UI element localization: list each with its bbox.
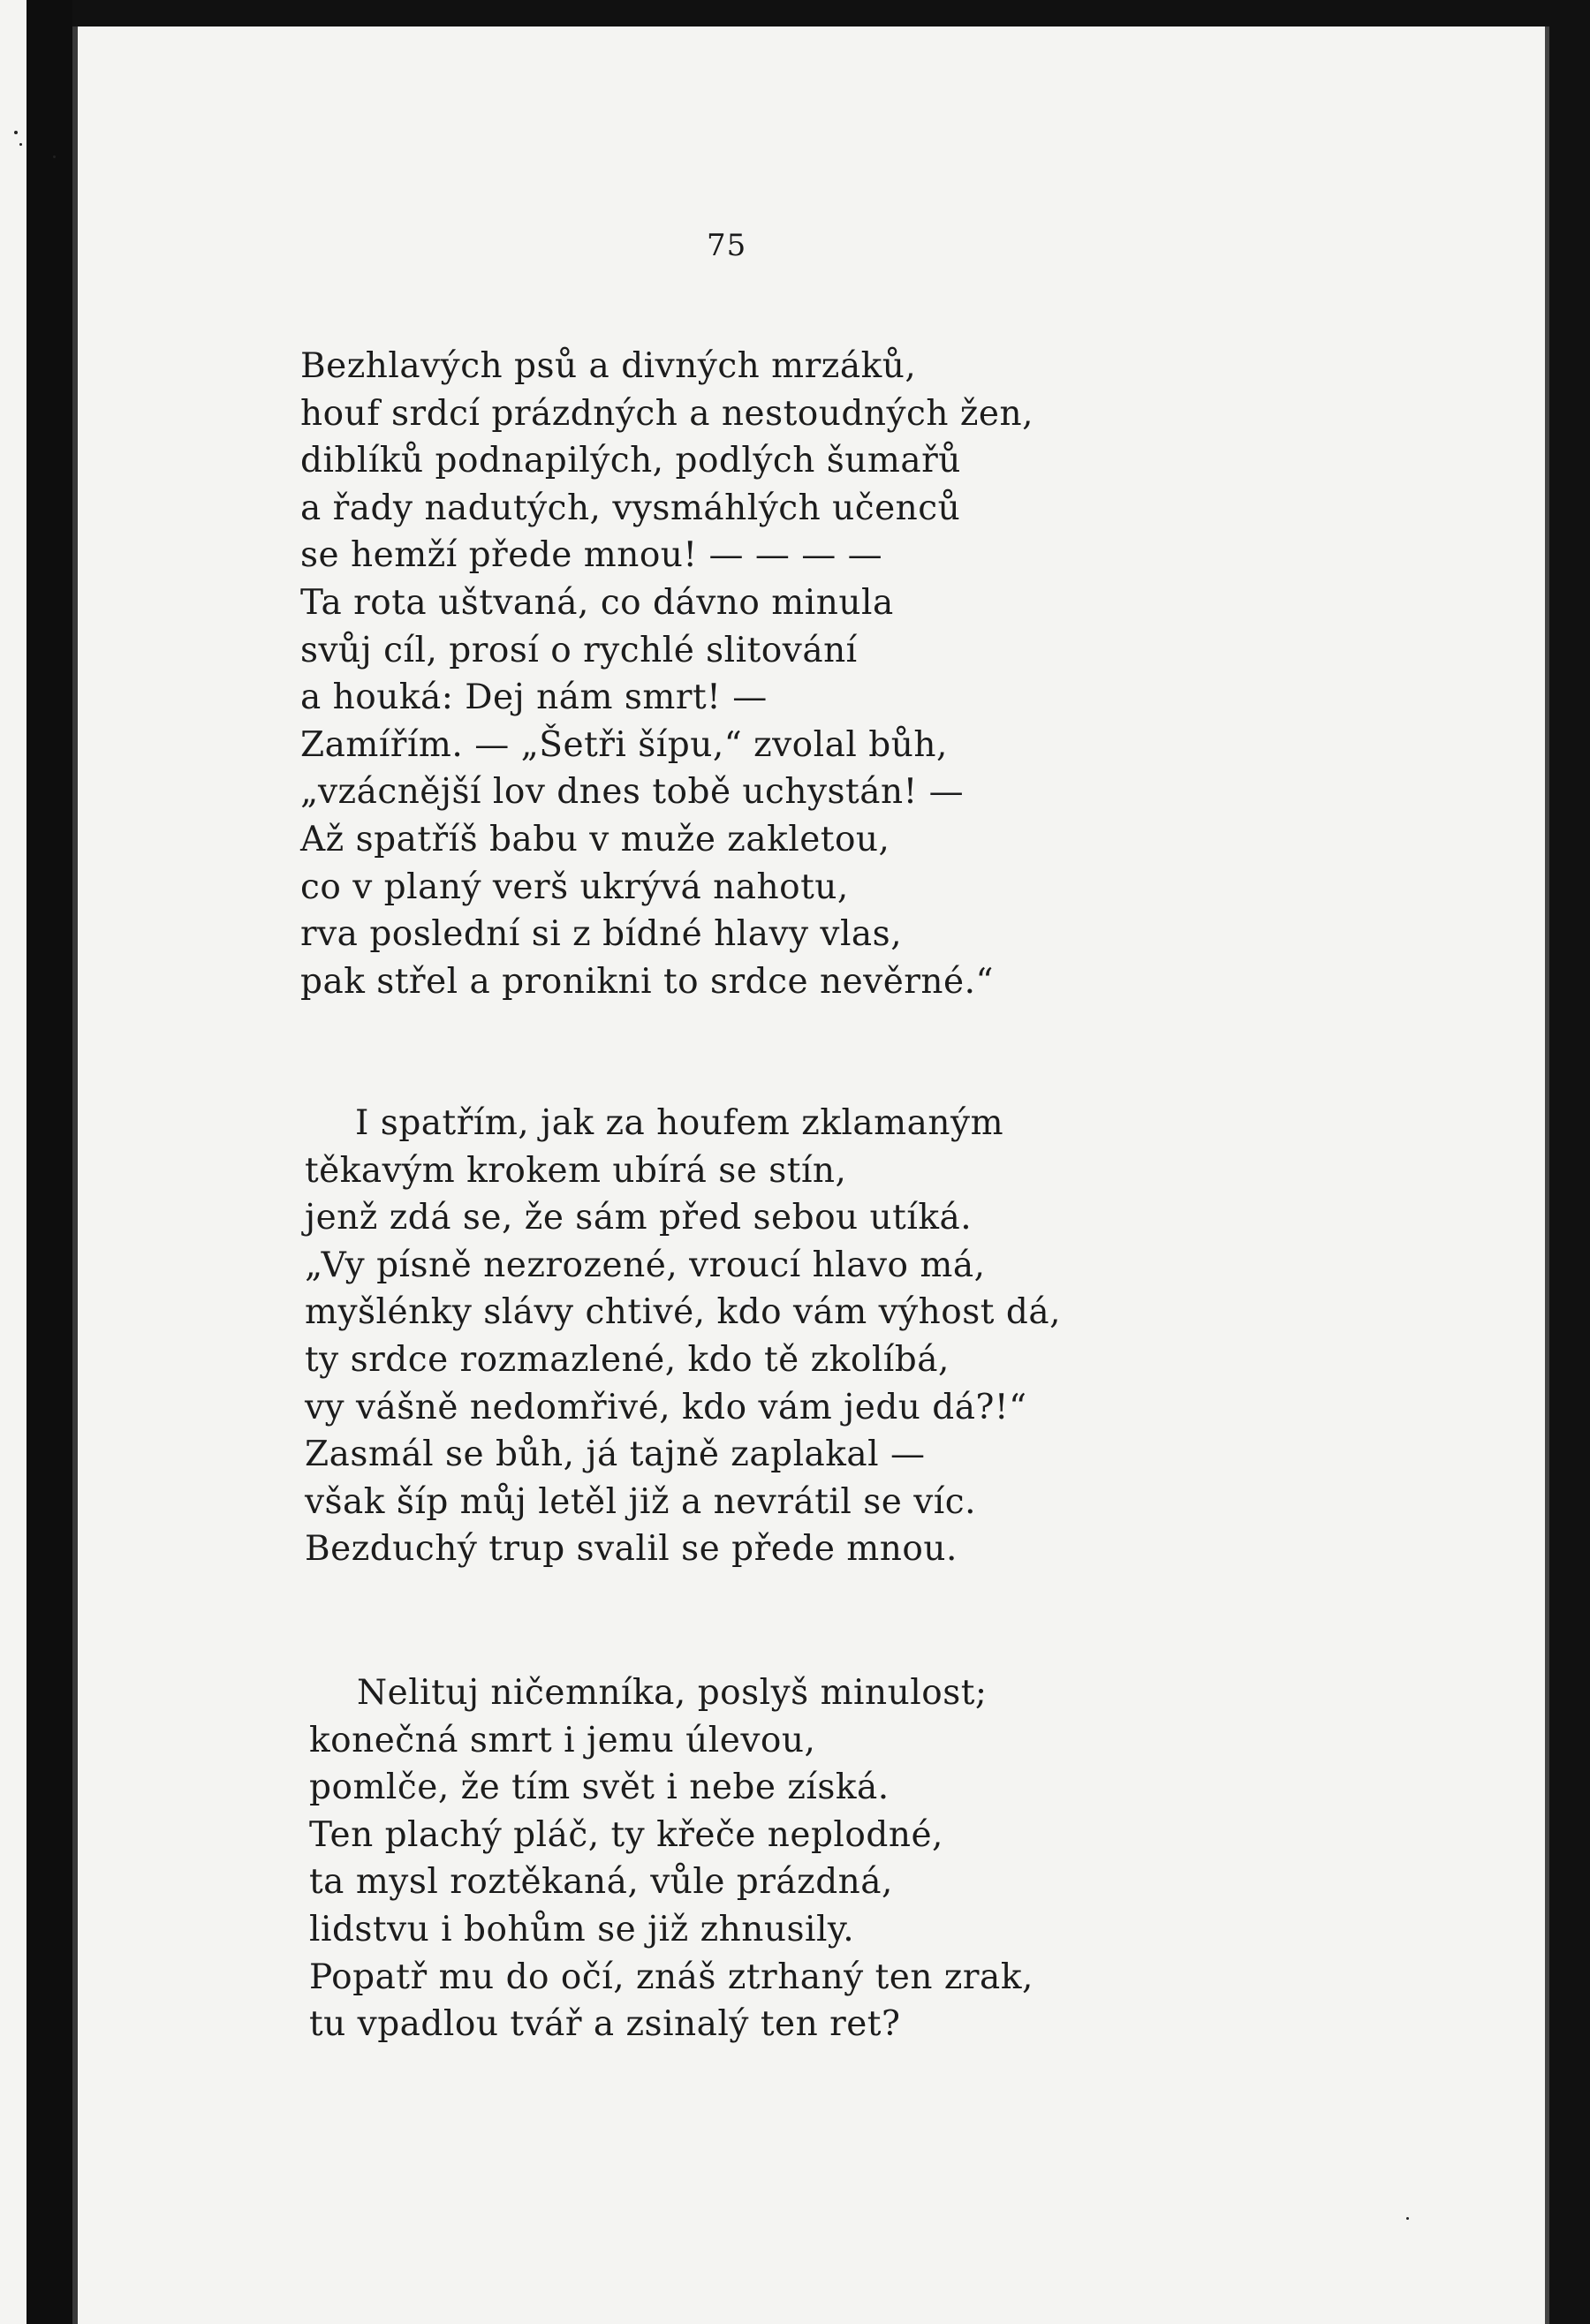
scan-right-border	[1549, 0, 1590, 2324]
scan-speck	[14, 131, 18, 134]
verse-line: co v planý verš ukrývá nahotu,	[300, 867, 849, 907]
verse-line: I spatřím, jak za houfem zklamaným	[355, 1103, 1004, 1143]
verse-line: „vzácnější lov dnes tobě uchystán! —	[300, 772, 965, 813]
scan-speck	[1406, 2217, 1409, 2220]
verse-line: houf srdcí prázdných a nestoudných žen,	[300, 393, 1034, 434]
verse-line: Bezduchý trup svalil se přede mnou.	[305, 1529, 958, 1570]
verse-line: Zamířím. — „Šetři šípu,“ zvolal bůh,	[300, 724, 948, 765]
scan-speck	[53, 155, 56, 158]
verse-line: lidstvu i bohům se již zhnusily.	[309, 1909, 855, 1949]
verse-line: se hemží přede mnou! — — — —	[300, 535, 883, 576]
verse-line: vy vášně nedomřivé, kdo vám jedu dá?!“	[305, 1387, 1027, 1427]
verse-line: a houká: Dej nám smrt! —	[300, 678, 768, 718]
verse-line: Ta rota uštvaná, co dávno minula	[300, 582, 894, 623]
stanza-2	[305, 1100, 1061, 1573]
verse-line: ta mysl roztěkaná, vůle prázdná,	[309, 1862, 893, 1903]
verse-line: ty srdce rozmazlené, kdo tě zkolíbá,	[305, 1339, 950, 1380]
verse-line: „Vy písně nezrozené, vroucí hlavo má,	[305, 1245, 986, 1285]
verse-line: Až spatříš babu v muže zakletou,	[300, 819, 890, 859]
stanza-1	[300, 343, 1034, 1005]
verse-line: a řady nadutých, vysmáhlých učenců	[300, 488, 961, 528]
verse-line: Popatř mu do očí, znáš ztrhaný ten zrak,	[309, 1957, 1034, 1997]
scan-left-margin	[0, 0, 26, 2324]
stanza-3	[309, 1669, 1034, 2048]
verse-line: Nelituj ničemníka, poslyš minulost;	[357, 1673, 988, 1713]
scan-top-border	[72, 0, 1590, 26]
page-number: 75	[707, 228, 747, 263]
scan-speck	[19, 143, 22, 146]
scan-left-edge	[72, 0, 78, 2324]
verse-line: diblíků podnapilých, podlých šumařů	[300, 441, 961, 481]
verse-line: konečná smrt i jemu úlevou,	[309, 1720, 816, 1760]
verse-line: tu vpadlou tvář a zsinalý ten ret?	[309, 2004, 901, 2045]
verse-line: pak střel a pronikni to srdce nevěrné.“	[300, 961, 994, 1002]
verse-line: Zasmál se bůh, já tajně zaplakal —	[305, 1435, 926, 1475]
verse-line: rva poslední si z bídné hlavy vlas,	[300, 914, 903, 955]
verse-line: však šíp můj letěl již a nevrátil se víc.	[305, 1481, 976, 1522]
verse-line: jenž zdá se, že sám před sebou utíká.	[305, 1198, 973, 1238]
verse-line: těkavým krokem ubírá se stín,	[305, 1150, 847, 1191]
verse-line: svůj cíl, prosí o rychlé slitování	[300, 630, 858, 670]
scan-right-edge	[1545, 26, 1549, 2324]
verse-line: pomlče, že tím svět i nebe získá.	[309, 1768, 890, 1808]
verse-line: Bezhlavých psů a divných mrzáků,	[300, 346, 917, 386]
verse-line: myšlénky slávy chtivé, kdo vám výhost dá,	[305, 1292, 1061, 1333]
verse-line: Ten plachý pláč, ty křeče neplodné,	[309, 1814, 943, 1855]
